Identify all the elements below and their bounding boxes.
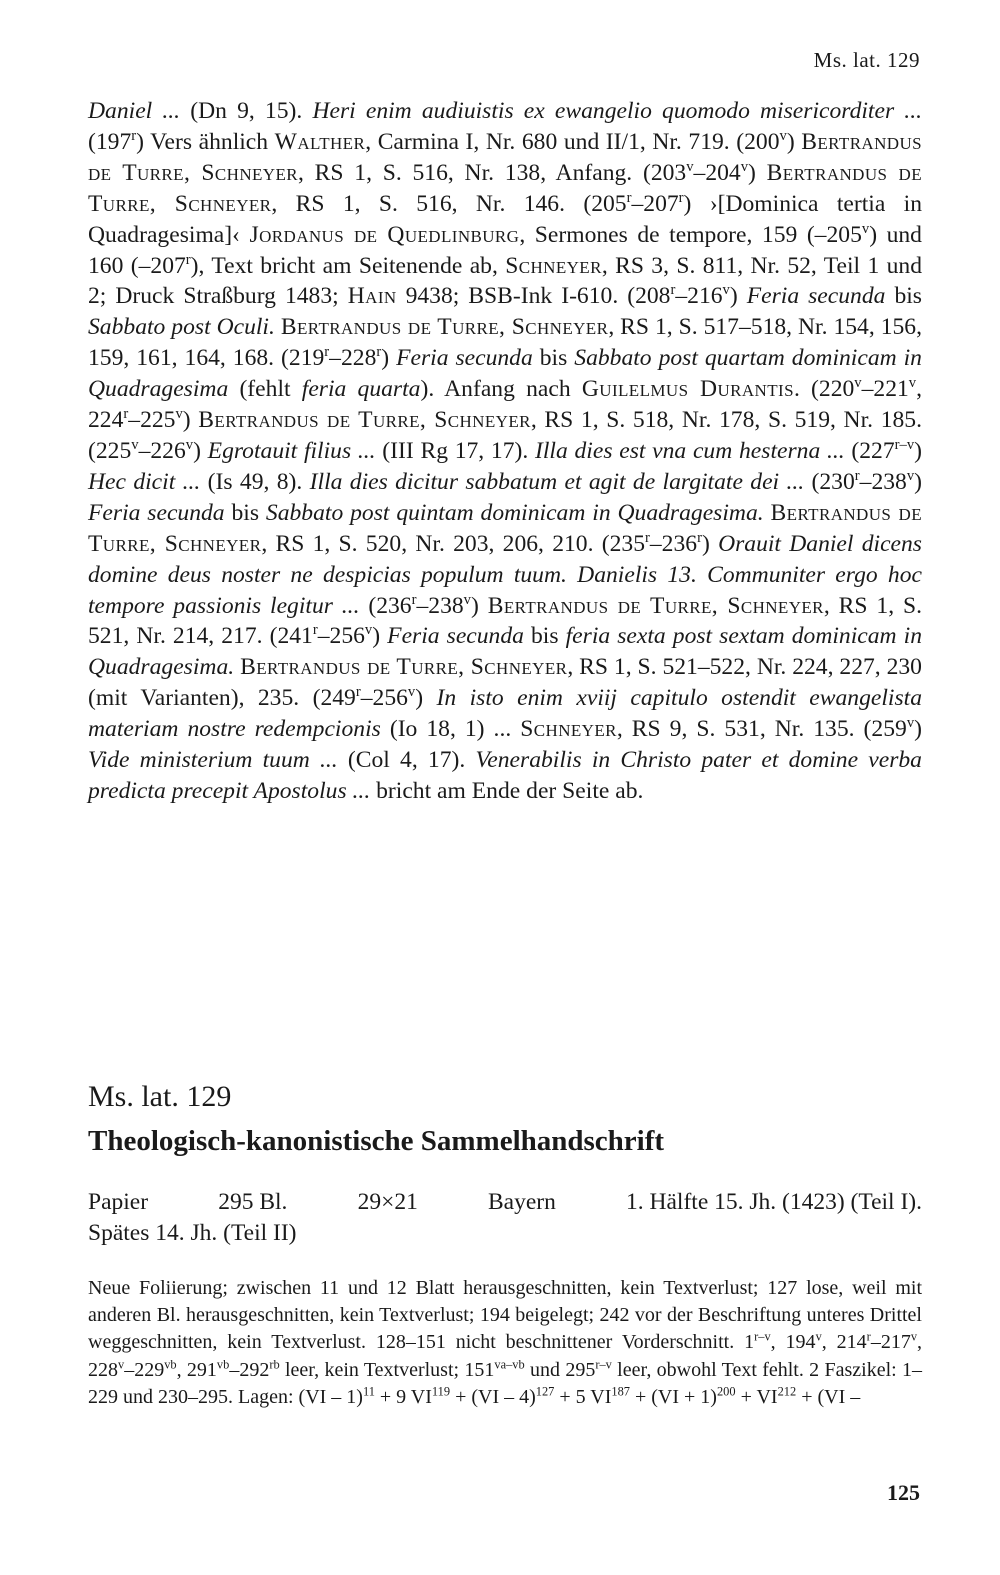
text-run: ) und 160 (–207 bbox=[88, 221, 922, 279]
text-run: (fehlt bbox=[228, 376, 302, 403]
italic-text: Sabbato post quintam dominicam in Quadragesima. bbox=[265, 499, 764, 526]
text-run: . (220 bbox=[793, 376, 855, 403]
text-run: ) bbox=[415, 685, 437, 712]
text-run: (Io 18, 1) ... bbox=[380, 716, 521, 743]
text-run: –256 bbox=[360, 685, 408, 712]
italic-text: Egrotauit filius ... bbox=[207, 437, 376, 464]
text-run: ) ›[Dominica tertia in Quadragesima]‹ bbox=[88, 190, 923, 248]
text-run: , RS 9, S. 531, Nr. 135. (259 bbox=[616, 716, 907, 743]
superscript: v bbox=[722, 282, 730, 299]
superscript: va–vb bbox=[494, 1356, 525, 1371]
italic-text: Illa dies dicitur sabbatum et agit de largitate dei ... bbox=[309, 468, 805, 495]
text-run: –207 bbox=[631, 190, 679, 217]
text-run: bis bbox=[224, 499, 266, 526]
italic-text: In isto enim xviij capitulo ostendit ewangelista materiam nostre redempcionis bbox=[88, 685, 923, 743]
text-run: ) bbox=[381, 345, 397, 372]
author-name: Hain bbox=[347, 283, 397, 310]
italic-text: Feria secunda bbox=[88, 499, 225, 526]
superscript: v bbox=[906, 715, 915, 732]
text-run: –217 bbox=[870, 1331, 911, 1354]
text-run: und 295 bbox=[524, 1358, 596, 1381]
superscript: r bbox=[131, 128, 137, 145]
superscript: rb bbox=[269, 1356, 280, 1371]
superscript: r bbox=[185, 251, 191, 268]
text-run: (III Rg 17, 17). bbox=[375, 437, 536, 464]
text-run: , Sermones de tempore, 159 (–205 bbox=[519, 221, 862, 248]
author-name: Schneyer bbox=[505, 252, 602, 279]
superscript: v bbox=[686, 158, 694, 175]
manuscript-metadata bbox=[88, 1187, 922, 1249]
superscript: v bbox=[175, 406, 183, 423]
text-run: leer, kein Textverlust; 151 bbox=[279, 1358, 495, 1381]
author-name: Bertrandus de Turre, Schneyer bbox=[88, 159, 922, 217]
author-name: Walther bbox=[274, 128, 366, 155]
superscript: v bbox=[861, 220, 870, 237]
text-run: (236 bbox=[359, 592, 412, 619]
origin: Bayern bbox=[488, 1189, 556, 1215]
text-run: ), Text bricht am Seitenende ab, bbox=[190, 252, 506, 279]
manuscript-subtitle: Theologisch-kanonistische Sammelhandschrift bbox=[88, 1125, 665, 1157]
italic-text: Sabbato post Oculi. bbox=[88, 314, 275, 341]
text-run: –229 bbox=[124, 1358, 165, 1381]
text-run: ) bbox=[193, 437, 208, 464]
superscript: 11 bbox=[362, 1384, 375, 1399]
text-run: –256 bbox=[317, 623, 365, 650]
text-run: ) bbox=[470, 592, 488, 619]
text-run: ) bbox=[182, 407, 199, 434]
superscript: r bbox=[411, 591, 417, 608]
text-run: ) bbox=[372, 623, 388, 650]
superscript: 127 bbox=[535, 1384, 555, 1399]
text-run: , 291 bbox=[176, 1358, 217, 1381]
text-run: , Carmina I, Nr. 680 und II/1, Nr. 719. (200 bbox=[365, 128, 780, 155]
text-run: 9438; BSB-Ink I-610. (208 bbox=[396, 283, 671, 310]
italic-text: Vide ministerium tuum ... bbox=[88, 747, 338, 774]
description-paragraph bbox=[88, 1275, 922, 1411]
body-paragraph bbox=[88, 96, 922, 807]
italic-text: feria sexta post sextam dominicam in Quadragesima. bbox=[88, 623, 922, 681]
superscript: r bbox=[645, 529, 650, 546]
superscript: v bbox=[185, 437, 194, 454]
material: Papier bbox=[88, 1189, 149, 1215]
superscript: r bbox=[670, 282, 676, 299]
superscript: v bbox=[910, 1329, 918, 1344]
author-name: Bertrandus de Turre, Schneyer bbox=[198, 407, 531, 434]
superscript: v bbox=[779, 128, 787, 145]
text-run: ) bbox=[914, 468, 922, 495]
author-name: Bertrandus de Turre, Schneyer bbox=[280, 314, 609, 341]
text-run: , 224 bbox=[88, 376, 923, 434]
superscript: r–v bbox=[894, 437, 915, 454]
text-run: ) bbox=[914, 437, 923, 464]
text-run: (Dn 9, 15). bbox=[190, 98, 313, 124]
text-run: , 214 bbox=[821, 1331, 867, 1354]
superscript: 119 bbox=[431, 1384, 451, 1399]
author-name: Bertrandus de Turre, Schneyer bbox=[487, 592, 824, 619]
text-run: + (VI – bbox=[796, 1385, 861, 1408]
superscript: v bbox=[815, 1329, 822, 1344]
author-name: Jordanus de Quedlinburg bbox=[249, 221, 520, 248]
text-run: –225 bbox=[128, 407, 176, 434]
text-run: ). Anfang nach bbox=[420, 376, 582, 403]
text-run: + (VI – 4) bbox=[450, 1385, 536, 1408]
superscript: r bbox=[324, 344, 330, 361]
dimensions: 29×21 bbox=[357, 1189, 418, 1215]
text-run: –238 bbox=[416, 592, 464, 619]
text-run: , RS 1, S. 521, Nr. 214, 217. (241 bbox=[88, 592, 922, 650]
text-run: ) bbox=[786, 128, 802, 155]
text-run: (227 bbox=[844, 437, 895, 464]
superscript: v bbox=[908, 375, 917, 392]
text-run: (230 bbox=[804, 468, 855, 495]
author-name: Bertrandus de Turre, Schneyer bbox=[88, 499, 922, 557]
text-run: –292 bbox=[229, 1358, 270, 1381]
superscript: v bbox=[906, 468, 915, 485]
superscript: v bbox=[740, 158, 749, 175]
text-run: bis bbox=[885, 283, 922, 310]
text-run: bis bbox=[523, 623, 566, 650]
text-run: + VI bbox=[735, 1385, 778, 1408]
author-name: Bertrandus de Turre, Schneyer bbox=[240, 654, 568, 681]
superscript: v bbox=[118, 1356, 125, 1371]
leaf-count: 295 Bl. bbox=[218, 1189, 288, 1215]
superscript: 212 bbox=[777, 1384, 797, 1399]
text-run: + 9 VI bbox=[374, 1385, 432, 1408]
superscript: r bbox=[697, 529, 702, 546]
superscript: v bbox=[407, 684, 416, 701]
text-run: –204 bbox=[693, 159, 741, 186]
superscript: v bbox=[854, 375, 862, 392]
superscript: vb bbox=[216, 1356, 230, 1371]
superscript: r–v bbox=[754, 1329, 771, 1344]
author-name: Guilelmus Durantis bbox=[581, 376, 794, 403]
running-head: Ms. lat. 129 bbox=[813, 48, 920, 72]
date: 1. Hälfte 15. Jh. (1423) (Teil I). bbox=[626, 1189, 922, 1215]
superscript: r–v bbox=[595, 1356, 612, 1371]
italic-text: Hec dicit ... bbox=[88, 468, 201, 495]
italic-text: Feria secunda bbox=[396, 345, 533, 372]
text-run: + 5 VI bbox=[554, 1385, 612, 1408]
superscript: v bbox=[364, 622, 373, 639]
superscript: 200 bbox=[716, 1384, 736, 1399]
text-run: –226 bbox=[138, 437, 186, 464]
text-run: (Is 49, 8). bbox=[200, 468, 310, 495]
text-run: , RS 1, S. 517–518, Nr. 154, 156, 159, 161, 164, 168. (219 bbox=[88, 314, 922, 372]
text-run: –236 bbox=[649, 530, 698, 557]
text-run: + (VI + 1) bbox=[629, 1385, 717, 1408]
superscript: r bbox=[854, 468, 860, 485]
text-run: , 228 bbox=[88, 1331, 923, 1381]
italic-text: Feria secunda bbox=[387, 623, 524, 650]
text-run: Neue Foliierung; zwischen 11 und 12 Blatt herausgeschnitten, kein Textverlust; 127 lose, weil mit anderen Bl. herausgeschnitten, kein Textverlust; 194 beigelegt; 242 vor der Beschriftung unteres Drittel weggeschnitten, kein Textverlust. 128–151 nicht beschnittener Vorderschnitt. 1 bbox=[88, 1277, 922, 1354]
text-run: –238 bbox=[859, 468, 907, 495]
italic-text: Heri enim audiuistis ex ewangelio quomodo misericorditer ... bbox=[312, 98, 922, 124]
superscript: 187 bbox=[611, 1384, 630, 1399]
superscript: r bbox=[866, 1329, 871, 1344]
superscript: r bbox=[355, 684, 361, 701]
text-run: , 194 bbox=[770, 1331, 816, 1354]
date-part-two: Spätes 14. Jh. (Teil II) bbox=[88, 1220, 297, 1246]
italic-text: Sabbato post quartam dominicam in Quadragesima bbox=[88, 345, 922, 403]
text-run: bis bbox=[532, 345, 575, 372]
superscript: r bbox=[626, 189, 632, 206]
manuscript-title: Ms. lat. 129 bbox=[88, 1080, 232, 1113]
author-name: Schneyer bbox=[520, 716, 617, 743]
text-run: , RS 1, S. 516, Nr. 138, Anfang. (203 bbox=[298, 159, 687, 186]
italic-text: Venerabilis in Christo pater et domine verba predicta precepit Apostolus ... bbox=[88, 747, 922, 804]
superscript: v bbox=[131, 437, 139, 454]
text-run: bricht am Ende der Seite ab. bbox=[370, 777, 644, 804]
superscript: r bbox=[123, 406, 129, 423]
italic-text: Orauit Daniel dicens domine deus noster ne despicias populum tuum. Danielis 13. Communiter ergo hoc tempore passionis legitur ... bbox=[88, 530, 922, 619]
text-run: leer, obwohl Text fehlt. 2 Faszikel: 1–229 und 230–295. Lagen: (VI – 1) bbox=[88, 1358, 923, 1408]
italic-text: feria quarta bbox=[301, 376, 421, 403]
text-run: , RS 3, S. 811, Nr. 52, Teil 1 und 2; Druck Straßburg 1483; bbox=[88, 252, 922, 310]
page-number: 125 bbox=[887, 1480, 920, 1505]
superscript: r bbox=[312, 622, 318, 639]
text-run: , RS 1, S. 520, Nr. 203, 206, 210. (235 bbox=[261, 530, 645, 557]
text-run: –228 bbox=[329, 345, 377, 372]
text-run: , RS 1, S. 521–522, Nr. 224, 227, 230 (mit Varianten), 235. (249 bbox=[88, 654, 922, 712]
text-run: (197 bbox=[88, 128, 132, 155]
text-run: –221 bbox=[861, 376, 909, 403]
italic-text: Illa dies est vna cum hesterna ... bbox=[535, 437, 845, 464]
superscript: vb bbox=[164, 1356, 177, 1371]
metadata-row bbox=[88, 1187, 922, 1218]
superscript: r bbox=[376, 344, 382, 361]
superscript: r bbox=[678, 189, 684, 206]
text-run: ) bbox=[914, 716, 922, 743]
text-run: , RS 1, S. 516, Nr. 146. (205 bbox=[271, 190, 627, 217]
italic-text: Daniel ... bbox=[88, 98, 191, 124]
author-name: Bertrandus de Turre, Schneyer bbox=[88, 128, 922, 186]
text-run bbox=[764, 500, 771, 526]
codicology-description bbox=[88, 1275, 922, 1411]
text-run: (Col 4, 17). bbox=[337, 747, 476, 774]
text-run: ) bbox=[701, 530, 719, 557]
text-run: ) Vers ähnlich bbox=[136, 128, 275, 155]
italic-text: Feria secunda bbox=[746, 283, 886, 310]
superscript: v bbox=[463, 591, 471, 608]
text-run: , RS 1, S. 518, Nr. 178, S. 519, Nr. 185. (225 bbox=[88, 407, 922, 464]
text-run: ) bbox=[729, 283, 747, 310]
text-run: ) bbox=[748, 159, 767, 186]
body-text bbox=[88, 96, 922, 807]
text-run: –216 bbox=[675, 283, 723, 310]
